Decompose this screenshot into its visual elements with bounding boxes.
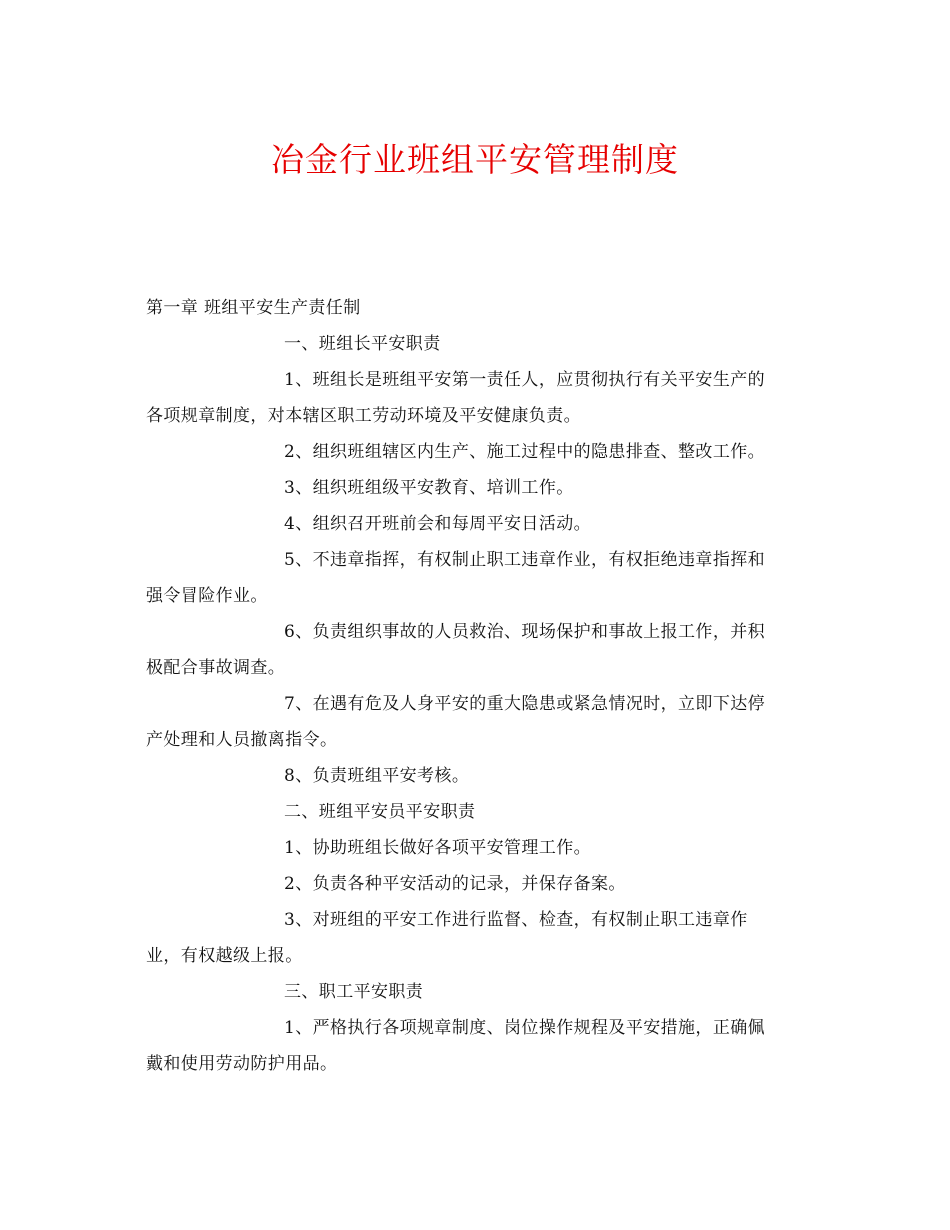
- document-body: [146, 290, 798, 1082]
- paragraph-line: 产处理和人员撤离指令。: [146, 730, 338, 750]
- paragraph-line: 5、不违章指挥，有权制止职工违章作业，有权拒绝违章指挥和: [284, 550, 766, 570]
- paragraph-line: 业，有权越级上报。: [146, 946, 303, 966]
- paragraph-line: 7、在遇有危及人身平安的重大隐患或紧急情况时，立即下达停: [284, 694, 766, 714]
- paragraph-line: 6、负责组织事故的人员救治、现场保护和事故上报工作，并积: [284, 622, 766, 642]
- paragraph-line: 2、负责各种平安活动的记录，并保存备案。: [284, 874, 626, 894]
- paragraph-line: 3、对班组的平安工作进行监督、检查，有权制止职工违章作: [284, 910, 748, 930]
- section-heading: 三、职工平安职责: [284, 982, 424, 1002]
- section-heading: 二、班组平安员平安职责: [284, 802, 476, 822]
- paragraph-line: 各项规章制度，对本辖区职工劳动环境及平安健康负责。: [146, 406, 581, 426]
- paragraph-line: 8、负责班组平安考核。: [284, 766, 470, 786]
- paragraph-line: 1、严格执行各项规章制度、岗位操作规程及平安措施，正确佩: [284, 1018, 766, 1038]
- paragraph-line: 戴和使用劳动防护用品。: [146, 1054, 338, 1074]
- paragraph-line: 3、组织班组级平安教育、培训工作。: [284, 478, 574, 498]
- paragraph-line: 1、协助班组长做好各项平安管理工作。: [284, 838, 592, 858]
- paragraph-line: 极配合事故调查。: [146, 658, 286, 678]
- paragraph-line: 1、班组长是班组平安第一责任人，应贯彻执行有关平安生产的: [284, 370, 766, 390]
- paragraph-line: 2、组织班组辖区内生产、施工过程中的隐患排查、整改工作。: [284, 442, 766, 462]
- document-title: 冶金行业班组平安管理制度: [271, 140, 679, 179]
- paragraph-line: 强令冒险作业。: [146, 586, 268, 606]
- paragraph-line: 4、组织召开班前会和每周平安日活动。: [284, 514, 592, 534]
- section-heading: 一、班组长平安职责: [284, 334, 441, 354]
- chapter-heading: 第一章 班组平安生产责任制: [146, 298, 361, 318]
